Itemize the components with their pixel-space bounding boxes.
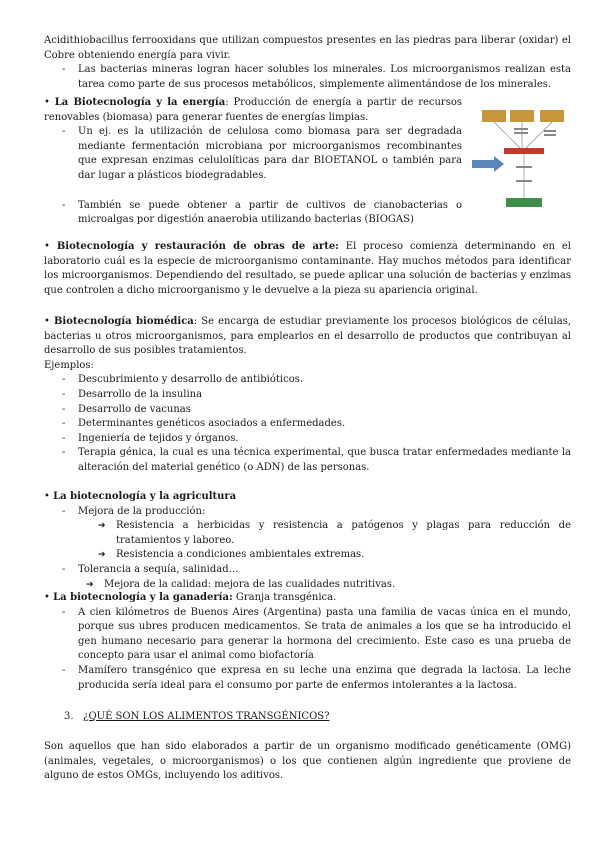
examples-label: Ejemplos: [44,359,94,371]
list-item: - Descubrimiento y desarrollo de antibióticos. [44,373,571,388]
section3-block [44,740,571,784]
list-item: - Determinantes genéticos asociados a enfermedades. [44,417,571,432]
list-item: - Mamífero transgénico que expresa en su leche una enzima que degrada la lactosa. La leche producida sería ideal para el consumo por parte de enfermos intolerantes a la lactosa. [44,664,571,693]
arte-text: El proceso comienza determinando en el laboratorio cuál es la especie de microorganismo contaminante. Hay muchos métodos para identificar los microorganismos. Dependiendo del resultado, se puede aplicar una solución de bacterias y enzimas que controlen a dicho microorganismo y le devuelve a la pieza su apariencia original. [44,241,572,296]
arte-paragraph [44,240,571,298]
energia-title: La Biotecnología y la energía [54,97,226,108]
list-item: - Tolerancia a sequía, salinidad… [44,563,571,578]
bioenergy-diagram [468,108,574,226]
list-item: - Terapia génica, la cual es una técnica experimental, que busca tratar enfermedades mediante la alteración del material genético (o ADN) de las personas. [44,446,571,475]
energia-text: : Producción de energía a partir de recursos renovables (biomasa) para generar fuentes de energías limpias. [44,97,462,123]
energia-block [44,96,462,228]
arrow-icon: ➔ [86,579,94,590]
list-item: - También se puede obtener a partir de cultivos de cianobacterias o microalgas por digestión anaerobia utilizando bacterias (BIOGAS) [44,199,462,228]
diagram-green-box [506,198,542,207]
arte-title: Biotecnología y restauración de obras de arte: [56,241,339,252]
sub-list-item [44,578,571,593]
ganaderia-text: Granja transgénica. [232,592,337,603]
list-item: - Desarrollo de la insulina [44,388,571,403]
bullet-mark: • [44,97,50,108]
energia-heading [44,96,462,125]
biomedica-text: : Se encarga de estudiar previamente los procesos biológicos de células, bacterias u otros microorganismos, para emplearlos en el desarrollo de productos que contribuyan al desarrollo de sus posibles tratamientos. [44,316,572,357]
bullet-mark: • [44,592,50,603]
diagram-red-bar [504,148,544,154]
arte-block [44,240,571,298]
intro-block [44,34,571,92]
ganaderia-heading [44,591,571,606]
diagram-box [482,110,506,122]
arrow-icon: ➔ [98,550,106,561]
section-title: ¿QUÉ SON LOS ALIMENTOS TRANSGÉNICOS? [83,711,330,722]
list-item: - Un ej. es la utilización de celulosa como biomasa para ser degradada mediante fermentación microbiana por microorganismos recombinantes que expresan enzimas celulolíticas para dar BIOETANOL o también para dar lugar a plásticos biodegradables. [44,125,462,183]
ganaderia-title: La biotecnología y la ganadería: [53,592,233,603]
biomedica-title: Biotecnología biomédica [53,316,194,327]
intro-paragraph: Acidithiobacillus ferrooxidans que utilizan compuestos presentes en las piedras para liberar (oxidar) el Cobre obteniendo energía para vivir. [44,35,571,61]
arrow-right-icon [472,156,504,172]
list-item: - Las bacterias mineras logran hacer solubles los minerales. Los microorganismos realizan esta tarea como parte de sus procesos metabólicos, simplemente alimentándose de los minerales. [44,63,571,92]
section3-paragraph: Son aquellos que han sido elaborados a partir de un organismo modificado genéticamente (OMG) (animales, vegetales, o microorganismos) o los que contienen algún ingrediente que proviene de alguno de estos OMGs, incluyendo los aditivos. [44,741,571,782]
list-item: - Ingeniería de tejidos y órganos. [44,432,571,447]
sub-item-text: Resistencia a condiciones ambientales extremas. [116,549,365,561]
bullet-mark: • [44,491,50,502]
sub-item-text: Resistencia a herbicidas y resistencia a patógenos y plagas para reducción de tratamientos y laboreo. [116,520,571,546]
bullet-mark: • [44,241,50,252]
arrow-icon: ➔ [98,521,106,532]
agricultura-heading [44,490,571,505]
biomedica-block [44,315,571,476]
diagram-box [510,110,534,122]
biomedica-paragraph [44,315,571,359]
list-item: - Mejora de la producción: [44,505,571,520]
bullet-mark: • [44,316,50,327]
sub-list-item [44,519,571,548]
diagram-box [540,110,564,122]
list-item: - Desarrollo de vacunas [44,403,571,418]
section-number: 3. [64,711,74,722]
list-item: - A cien kilómetros de Buenos Aires (Argentina) pasta una familia de vacas única en el mundo, porque sus ubres producen medicamentos. Se trata de animales a los que se ha introducido el gen humano necesario para generar la hormona del crecimiento. Este caso es una prueba de concepto para usar el animal como biofactoría [44,606,571,664]
section3-heading [64,710,571,725]
agricultura-title: La biotecnología y la agricultura [53,491,237,502]
sub-list-item [44,548,571,563]
agricultura-block [44,490,571,592]
sub-item-text: Mejora de la calidad: mejora de las cualidades nutritivas. [104,578,396,590]
ganaderia-block [44,591,571,693]
